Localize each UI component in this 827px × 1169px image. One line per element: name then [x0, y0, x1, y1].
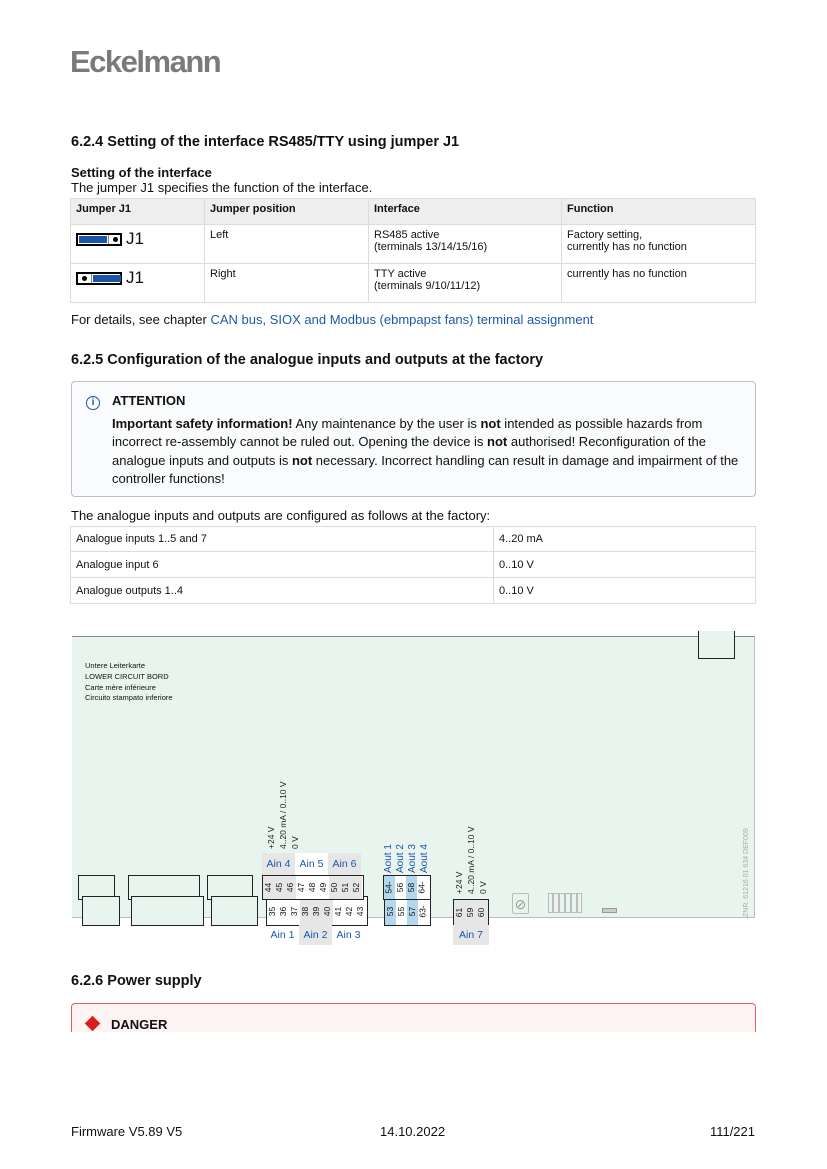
col-header: Interface: [369, 199, 562, 225]
connector-block: [131, 896, 204, 926]
attention-box: [71, 381, 756, 497]
attention-title: ATTENTION: [112, 393, 186, 408]
ain-label: Ain 2: [299, 925, 332, 945]
connector-block: [82, 896, 120, 926]
cell: [369, 225, 562, 264]
table-row: [71, 527, 756, 552]
col-header: Jumper J1: [71, 199, 205, 225]
cell: Right: [205, 264, 369, 303]
ain-label: Ain 1: [270, 929, 295, 941]
rotary-switch-icon: ⊘: [512, 893, 529, 914]
cell: [71, 264, 205, 303]
info-icon: i: [86, 396, 100, 410]
aout-label: Aout 3: [407, 844, 418, 873]
ain-label: Ain 3: [336, 929, 361, 941]
cell: 0..10 V: [494, 578, 756, 604]
footer-firmware: Firmware V5.89 V5: [71, 1124, 183, 1139]
details-prefix: For details, see chapter: [71, 312, 211, 327]
table-row: [71, 225, 756, 264]
aout-label: Aout 4: [419, 844, 430, 873]
config-table: [70, 526, 756, 604]
jumper-left-icon: [76, 229, 144, 249]
attention-text: Important safety information! Any maintenance by the user is not intended as possible hazards from incorrect re-assembly cannot be ruled out. Opening the device is not authorised! Reconfiguration of the analogue inputs and outputs is not necessary. Incorrect handling can result in damage and impairment of the controller functions!: [112, 415, 739, 486]
eckelmann-logo: Eckelmann: [70, 44, 221, 79]
drawing-number: ZNR. 61216 01 634 DEF009: [743, 828, 750, 917]
dip-switch-icon: [548, 893, 582, 913]
slide-switch-icon: [602, 908, 617, 913]
terminal-block-aout-upper: 54- 56 58 64-: [383, 875, 431, 900]
cell: 4..20 mA: [494, 527, 756, 552]
col-header: Jumper position: [205, 199, 369, 225]
intro-text: The jumper J1 specifies the function of the interface.: [71, 180, 373, 195]
aout-label: Aout 1: [383, 844, 394, 873]
table-row: [71, 552, 756, 578]
section-heading-6-2-6: 6.2.6 Power supply: [71, 973, 202, 989]
jumper-right-icon: [76, 268, 144, 288]
cell: [562, 225, 756, 264]
interface-text: RS485 active: [374, 229, 440, 241]
interface-text: TTY active: [374, 268, 427, 280]
chapter-link[interactable]: CAN bus, SIOX and Modbus (ebmpapst fans) terminal assignment: [210, 312, 594, 327]
signal-label: 4..20 mA / 0..10 V: [466, 826, 476, 894]
cell: Analogue input 6: [71, 552, 494, 578]
cell: Analogue inputs 1..5 and 7: [71, 527, 494, 552]
jumper-table: [70, 198, 756, 303]
signal-label: +24 V: [454, 871, 464, 894]
footer-date: 14.10.2022: [380, 1124, 446, 1139]
board-label: Untere Leiterkarte LOWER CIRCUIT BORD Carte mère inférieure Circuito stampato inferiore: [85, 661, 173, 703]
section-heading-6-2-4: 6.2.4 Setting of the interface RS485/TTY using jumper J1: [71, 134, 460, 150]
terminal-block-aout-lower: 53 55 57 63-: [384, 896, 431, 926]
danger-icon: [85, 1016, 101, 1032]
terminal-block-ain-1-3: 35 36 37 38 39 40 41 42 43: [266, 896, 368, 926]
details-text: [71, 312, 593, 327]
table-row: [71, 264, 756, 303]
jumper-label: J1: [126, 268, 144, 287]
ain-label: Ain 5: [295, 853, 328, 875]
cell: [562, 264, 756, 303]
circuit-board-diagram: [72, 636, 755, 918]
ain-label: Ain 6: [328, 853, 361, 875]
cell: [369, 264, 562, 303]
terminal-block-ain-7: 61 59 60: [453, 899, 489, 926]
subheading: Setting of the interface: [71, 165, 212, 180]
signal-label: +24 V: [266, 826, 276, 849]
config-intro: The analogue inputs and outputs are configured as follows at the factory:: [71, 508, 491, 523]
cell: 0..10 V: [494, 552, 756, 578]
function-text: currently has no function: [567, 241, 687, 253]
cell: [71, 225, 205, 264]
ain-label: Ain 4: [262, 853, 295, 875]
signal-label: 0 V: [290, 836, 300, 849]
table-row: [71, 578, 756, 604]
section-heading-6-2-5: 6.2.5 Configuration of the analogue inputs and outputs at the factory: [71, 352, 544, 368]
danger-box: [71, 1003, 756, 1033]
footer-page: 111/221: [709, 1124, 755, 1139]
cell: Left: [205, 225, 369, 264]
ain-label: Ain 7: [453, 925, 489, 945]
cell: Analogue outputs 1..4: [71, 578, 494, 604]
aout-label: Aout 2: [395, 844, 406, 873]
top-connector: [698, 631, 735, 659]
function-text: Factory setting,: [567, 229, 643, 241]
danger-title: DANGER: [111, 1017, 168, 1032]
page-cut: [0, 1032, 827, 1092]
interface-terminals: (terminals 9/10/11/12): [374, 280, 481, 292]
interface-terminals: (terminals 13/14/15/16): [374, 241, 488, 253]
jumper-label: J1: [126, 229, 144, 248]
terminal-block-ain-4-6: 44 45 46 47 48 49 50 51 52: [262, 875, 364, 900]
col-header: Function: [562, 199, 756, 225]
signal-label: 4..20 mA / 0..10 V: [278, 781, 288, 849]
connector-block: [211, 896, 258, 926]
signal-label: 0 V: [478, 881, 488, 894]
function-text: currently has no function: [567, 268, 687, 280]
